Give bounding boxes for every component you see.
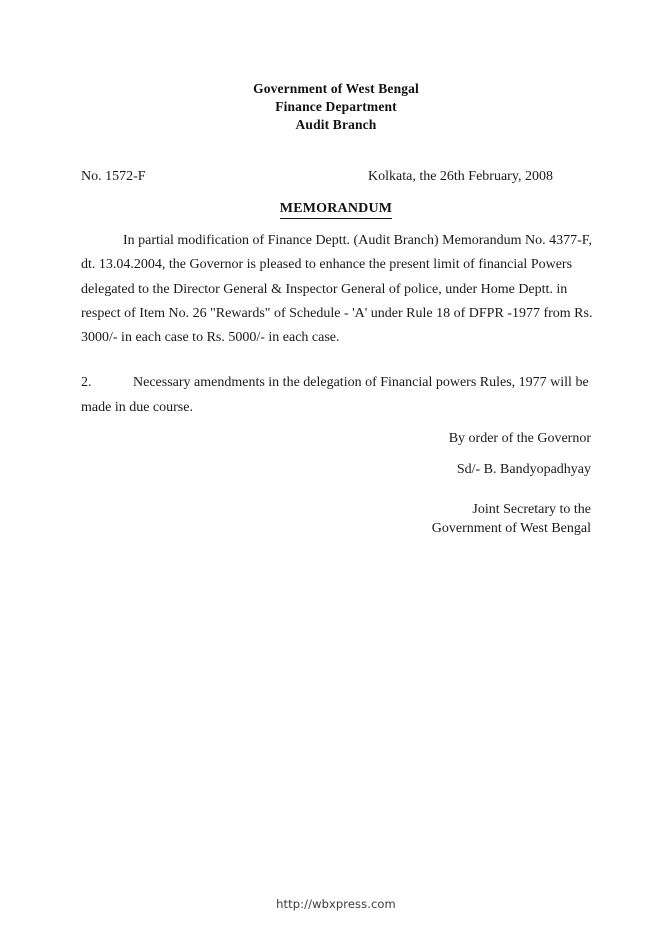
designation-line-1: Joint Secretary to the [472,502,591,517]
letterhead-line-branch: Audit Branch [295,117,377,133]
paragraph-2-text: Necessary amendments in the delegation of Financial powers Rules, 1977 will be made in due course. [81,375,589,415]
memo-number: No. 1572-F [81,169,146,184]
letterhead [0,80,672,135]
letterhead-line-department: Finance Department [275,99,397,115]
by-order-line: By order of the Governor [448,431,591,446]
designation-line-2: Government of West Bengal [431,520,591,536]
signatory-name: Sd/- B. Bandyopadhyay [456,462,591,477]
page-footer [0,895,672,913]
footer-source-url: http://wbxpress.com [276,897,396,911]
letterhead-line-government: Government of West Bengal [253,81,419,96]
page-title: MEMORANDUM [280,201,392,219]
paragraph-2-marker: 2. [81,375,92,391]
paragraph-1: In partial modification of Finance Deptt. (Audit Branch) Memorandum No. 4377-F, dt. 13.04.2004, the Governor is pleased to enhance the present limit of financial Powers delegated to the Director General & Inspector General of police, under Home Deptt. in respect of Item No. 26 "Rewards" of Schedule - 'A' under Rule 18 of DFPR -1977 from Rs. 3000/- in each case to Rs. 5000/- in each case. [81,233,593,346]
document-title-container [0,199,672,219]
signature-block [291,429,591,538]
paragraph-2 [81,371,593,420]
memo-place-date: Kolkata, the 26th February, 2008 [368,169,553,184]
document-body [81,229,593,420]
